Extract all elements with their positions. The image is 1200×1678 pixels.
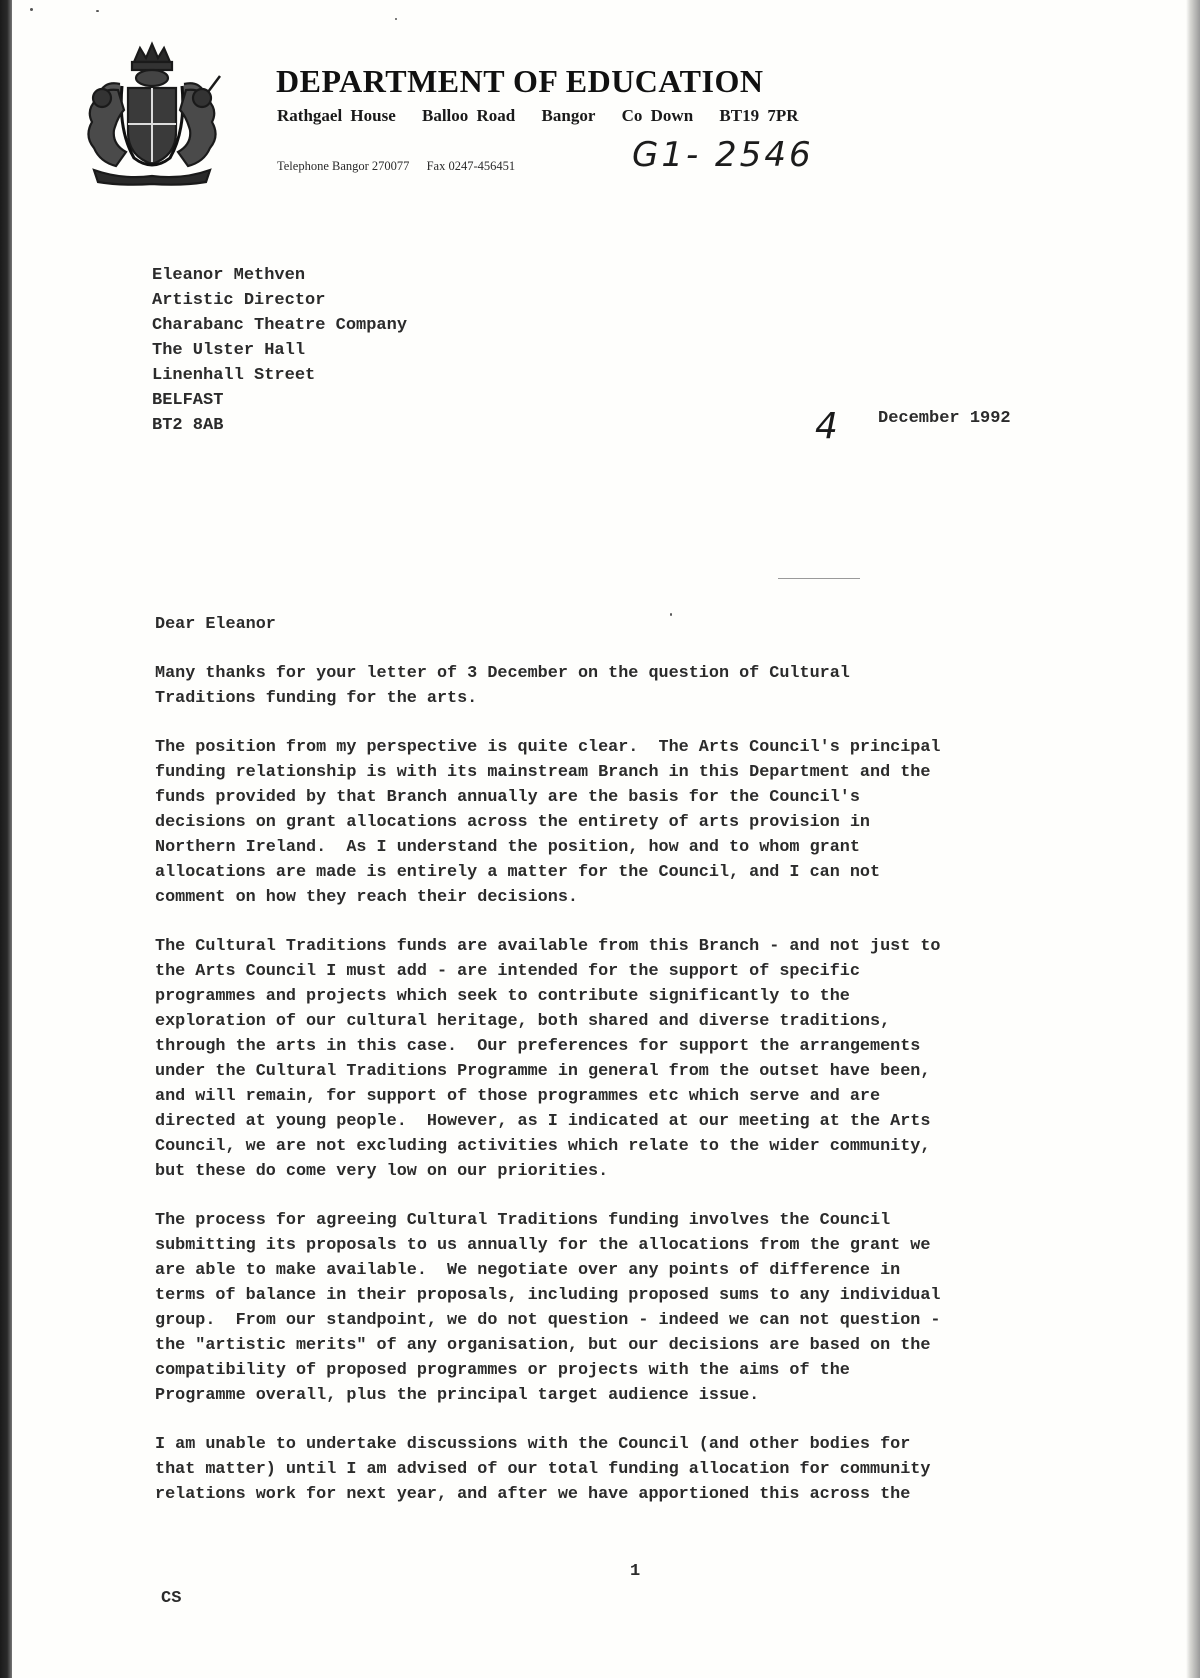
scan-mark (778, 578, 860, 579)
scan-shadow-right (1186, 0, 1200, 1678)
page-number: 1 (630, 1562, 641, 1581)
handwritten-reference: G1- 2546 (632, 135, 814, 175)
letter-body (155, 612, 1145, 1531)
salutation: Dear Eleanor (155, 615, 276, 634)
date-day-handwritten: 4 (815, 406, 838, 447)
body-paragraph: The process for agreeing Cultural Traditions funding involves the Council submitting its proposals to us annually for the allocations from the grant we are able to make available. We negotiate over any points of difference in terms of balance in their proposals, including proposed sums to any individual group. From our standpoint, we do not question - indeed we can not question - the "artistic merits" of any organisation, but our decisions are based on the compatibility of proposed programmes or projects with the aims of the Programme overall, plus the principal target audience issue. (155, 1211, 941, 1405)
recipient-postcode: BT2 8AB (152, 416, 224, 435)
recipient-street: Linenhall Street (152, 366, 316, 385)
address-county: Co Down (621, 106, 694, 125)
recipient-organisation: Charabanc Theatre Company (152, 316, 408, 335)
scan-speck (96, 10, 99, 12)
body-paragraph: The position from my perspective is quite clear. The Arts Council's principal funding relationship is with its mainstream Branch in this Department and the funds provided by that Branch annually are the basis for the Council's decisions on grant allocations across the entirety of arts provision in Northern Ireland. As I understand the position, how and to whom grant allocations are made is entirely a matter for the Council, and I can not comment on how they reach their decisions. (155, 738, 941, 907)
recipient-name: Eleanor Methven (152, 266, 306, 285)
address-town: Bangor (541, 106, 596, 125)
recipient-city: BELFAST (152, 391, 224, 410)
recipient-title: Artistic Director (152, 291, 326, 310)
author-initials: CS (161, 1589, 182, 1608)
department-address (277, 106, 817, 126)
royal-coat-of-arms-icon (72, 40, 232, 186)
body-paragraph: Many thanks for your letter of 3 December on the question of Cultural Traditions funding for the arts. (155, 664, 850, 708)
telephone-number: Telephone Bangor 270077 (277, 159, 410, 173)
fax-number: Fax 0247-456451 (426, 159, 516, 173)
body-paragraph: The Cultural Traditions funds are available from this Branch - and not just to the Arts Council I must add - are intended for the support of specific programmes and projects which seek to contribute significantly to the exploration of our cultural heritage, both shared and diverse traditions, through the arts in this case. Our preferences for support the arrangements under the Cultural Traditions Programme in general from the outset have been, and will remain, for support of those programmes etc which serve and are directed at young people. However, as I indicated at our meeting at the Arts Council, we are not excluding activities which relate to the wider community, but these do come very low on our priorities. (155, 937, 941, 1181)
scan-speck (395, 18, 397, 20)
scan-speck (30, 8, 33, 11)
department-contact (277, 159, 529, 174)
address-road: Balloo Road (422, 106, 516, 125)
department-title: DEPARTMENT OF EDUCATION (276, 63, 764, 99)
recipient-address-block (152, 263, 407, 438)
body-paragraph: I am unable to undertake discussions with the Council (and other bodies for that matter) until I am advised of our total funding allocation for community relations work for next year, and after we have apportioned this across the (155, 1435, 931, 1504)
recipient-building: The Ulster Hall (152, 341, 306, 360)
date-month-year: December 1992 (878, 409, 1011, 428)
address-building: Rathgael House (277, 106, 396, 125)
scan-shadow-left (0, 0, 12, 1678)
address-postcode: BT19 7PR (719, 106, 799, 125)
